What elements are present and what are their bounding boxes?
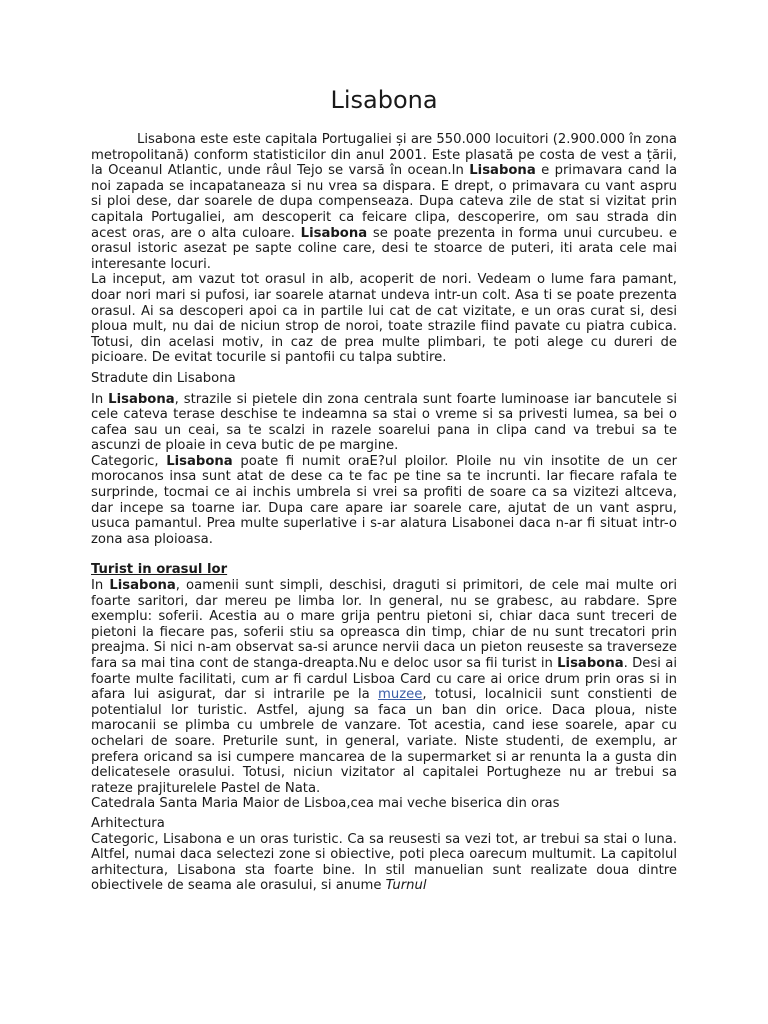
page-title: Lisabona [330, 86, 438, 114]
paragraph-clouds: La inceput, am vazut tot orasul in alb, acoperit de nori. Vedeam o lume fara pamant, doar nori mari si pufosi, iar soarele atarnat undeva intr-un colt. Asa ti se poate prezenta orasul. Ai sa descoperi apoi ca in partile lui cat de cat vizitate, e un oras curat si, desi ploua mult, nu dai de niciun strop de noroi, toate strazile fiind pavate cu piatra cubica. Totusi, din acelasi motiv, in caz de prea multe plimbari, te poti alege cu dureri de picioare. De evitat tocurile si pantofii cu talpa subtire. [91, 272, 677, 366]
intro-paragraph: Lisabona este este capitala Portugaliei și are 550.000 locuitori (2.900.000 în zona metropolitană) conform statisticilor din anul 2001. Este plasată pe costa de vest a țării, la Oceanul Atlantic, unde râul Tejo se varsă în ocean.In Lisabona e primavara cand la noi zapada se incapataneaza si nu vrea sa dispara. E drept, o primavara cu vant aspru si ploi dese, dar soarele de dupa compenseaza. Dupa cateva zile de stat si vizitat prin capitala Portugaliei, am descoperit ca feicare clipa, descoperire, om sau strada din acest oras, are o alta culoare. Lisabona se poate prezenta in forma unui curcubeu. e orasul istoric asezat pe sapte coline care, desi te stoarce de puteri, iti arata cele mai interesante locuri. [91, 132, 678, 272]
section-heading-stradute: Stradute din Lisabona [91, 370, 236, 386]
ocean-term: Oceanul Atlantic [108, 163, 218, 179]
muzee-link[interactable]: muzee [378, 687, 423, 703]
paragraph-rain: Categoric, Lisabona poate fi numit oraE?ul ploilor. Ploile nu vin insotite de un cer morocanos insa sunt atat de dese ca te fac pe tine sa te incrunti. Iar fiecare rafala te surprinde, tocmai ce ai inchis umbrela si vrei sa profiti de soare ca sa vizitezi altceva, dar incepe sa toarne iar. Dupa care apare iar soarele care, ajutat de un vant aspru, usuca pamantul. Prea multe superlative i s-ar alatura Lisabonei daca n-ar fi situat intr-o zona asa ploioasa. [91, 453, 678, 547]
section-heading-turist: Turist in orasul lor [91, 562, 228, 578]
paragraph-architecture: Categoric, Lisabona e un oras turistic. Ca sa reusesti sa vezi tot, ar trebui sa stai o luna. Altfel, numai daca selectezi zone si obiective, poti pleca oarecum multumit. La capitolul arhitectura, Lisabona sta foarte bine. In stil manuelian sunt realizate doua dintre obiectivele de seama ale orasului, si anume Turnul [91, 831, 677, 894]
paragraph-streets: In Lisabona, strazile si pietele din zona centrala sunt foarte luminoase iar bancutele si cele cateva terase deschise te indeamna sa stai o vreme si sa privesti lumea, sa bei o cafea sau un ceai, sa te scalzi in razele soarelui pana in clipa cand va trebui sa te ascunzi de ploaie in ceva butic de pe margine. [91, 391, 677, 454]
section-heading-arhitectura: Arhitectura [91, 815, 165, 831]
image-caption: Catedrala Santa Maria Maior de Lisboa,cea mai veche biserica din oras [91, 796, 560, 812]
paragraph-tourist: In Lisabona, oamenii sunt simpli, deschisi, draguti si primitori, de cele mai multe ori foarte saritori, dar mereu pe limba lor. In general, nu se grabesc, au rabdare. Spre exemplu: soferii. Acestia au o mare grija pentru pietoni si, chiar daca sunt treceri de pietoni la fiecare pas, soferii stiu sa opreasca din timp, chiar de nu sunt trecatori prin preajma. Si nici n-am observat sa-si arunce nervii daca un pieton reuseste sa traverseze fara sa mai tina cont de stanga-dreapta.Nu e deloc usor sa fii turist in Lisabona. Desi ai foarte multe facilitati, cum ar fi cardul Lisboa Card cu care ai orice drum prin oras si in afara lui asigurat, dar si intrarile pe la muzee, totusi, localnicii sunt constienti de potentialul lor turistic. Astfel, ajung sa faca un ban din orice. Daca ploua, niste marocanii se plimba cu umbrele de vanzare. Tot acestia, cand iese soarele, apar cu ochelari de soare. Preturile sunt, in general, variate. Niste studenti, de exemplu, ar prefera oricand sa isi cumpere mancarea de la supermarket si ar renunta la a gusta din delicatesele orasului. Totusi, niciun vizitator al capitalei Portugheze nu ar trebui sa rateze prajiturelele Pastel de Nata. [91, 578, 678, 796]
capital-term: capitala Portugaliei [265, 132, 392, 147]
document-body [91, 132, 677, 894]
